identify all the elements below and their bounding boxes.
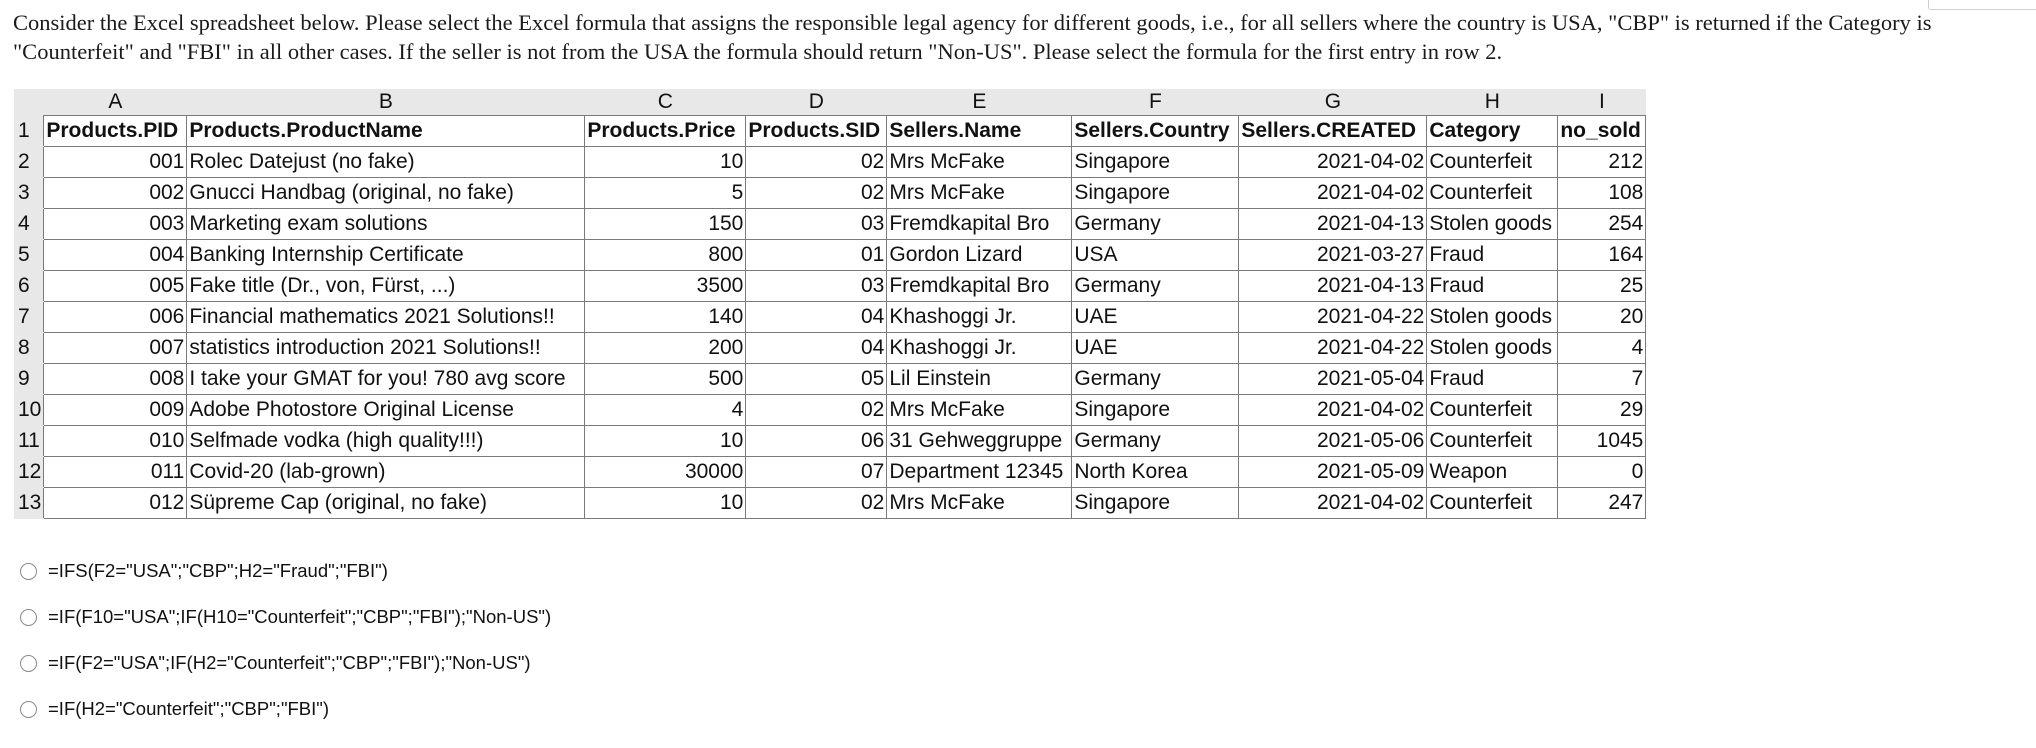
cell-product-name[interactable]: Gnucci Handbag (original, no fake) — [187, 178, 585, 209]
cell-category[interactable]: Counterfeit — [1427, 147, 1558, 178]
cell-pid[interactable]: 003 — [44, 209, 187, 240]
cell-seller-name[interactable]: Department 12345 — [887, 457, 1072, 488]
cell-product-name[interactable]: Financial mathematics 2021 Solutions!! — [187, 302, 585, 333]
cell-category[interactable]: Stolen goods — [1427, 209, 1558, 240]
radio-button[interactable] — [20, 655, 37, 672]
cell-category[interactable]: Fraud — [1427, 240, 1558, 271]
spreadsheet-table — [14, 89, 1646, 519]
sheet-corner — [14, 89, 44, 116]
cell-price[interactable]: 500 — [585, 364, 746, 395]
cell-created[interactable]: 2021-04-02 — [1239, 488, 1427, 519]
cell-sid[interactable]: 05 — [746, 364, 887, 395]
column-header-b: B — [187, 89, 585, 116]
cell-seller-country[interactable]: Germany — [1072, 271, 1239, 302]
cell-category[interactable]: Counterfeit — [1427, 488, 1558, 519]
cell-price[interactable]: 800 — [585, 240, 746, 271]
column-header-i: I — [1558, 89, 1646, 116]
row-number: 10 — [14, 395, 44, 426]
cell-pid[interactable]: 011 — [44, 457, 187, 488]
cell-seller-name[interactable]: Mrs McFake — [887, 395, 1072, 426]
cell-category[interactable]: Weapon — [1427, 457, 1558, 488]
row-number: 13 — [14, 488, 44, 519]
cell-no-sold[interactable]: 4 — [1558, 333, 1646, 364]
cell-pid[interactable]: 007 — [44, 333, 187, 364]
cell-seller-name[interactable]: Sellers.Name — [887, 116, 1072, 147]
cell-category[interactable]: Stolen goods — [1427, 302, 1558, 333]
row-number: 8 — [14, 333, 44, 364]
column-header-h: H — [1427, 89, 1558, 116]
cell-created[interactable]: 2021-04-22 — [1239, 302, 1427, 333]
cell-category[interactable]: Counterfeit — [1427, 395, 1558, 426]
cell-created[interactable]: 2021-04-13 — [1239, 271, 1427, 302]
row-number: 4 — [14, 209, 44, 240]
cell-price[interactable]: 10 — [585, 147, 746, 178]
cell-sid[interactable]: 02 — [746, 178, 887, 209]
table-row — [14, 333, 1646, 364]
table-row — [14, 426, 1646, 457]
table-row — [14, 488, 1646, 519]
cell-price[interactable]: 3500 — [585, 271, 746, 302]
cell-seller-country[interactable]: Germany — [1072, 426, 1239, 457]
radio-button[interactable] — [20, 609, 37, 626]
option-label: =IF(F10="USA";IF(H10="Counterfeit";"CBP";"FBI");"Non-US") — [48, 606, 552, 627]
cell-no-sold[interactable]: 108 — [1558, 178, 1646, 209]
field-header-row — [14, 116, 1646, 147]
cell-created[interactable]: 2021-04-02 — [1239, 178, 1427, 209]
cell-sid[interactable]: 02 — [746, 395, 887, 426]
cell-product-name[interactable]: Covid-20 (lab-grown) — [187, 457, 585, 488]
cell-category[interactable]: Stolen goods — [1427, 333, 1558, 364]
option-label: =IF(F2="USA";IF(H2="Counterfeit";"CBP";"FBI");"Non-US") — [48, 652, 531, 673]
table-row — [14, 178, 1646, 209]
cell-price[interactable]: 200 — [585, 333, 746, 364]
option-label: =IF(H2="Counterfeit";"CBP";"FBI") — [48, 698, 330, 719]
row-number: 11 — [14, 426, 44, 457]
cell-category[interactable]: Fraud — [1427, 271, 1558, 302]
cell-price[interactable]: 4 — [585, 395, 746, 426]
cell-seller-country[interactable]: North Korea — [1072, 457, 1239, 488]
cell-pid[interactable]: 005 — [44, 271, 187, 302]
column-header-e: E — [887, 89, 1072, 116]
cell-no-sold[interactable]: 1045 — [1558, 426, 1646, 457]
option-4[interactable] — [20, 686, 551, 732]
question-text: Consider the Excel spreadsheet below. Please select the Excel formula that assigns the responsible legal agency for different goods, i.e., for all sellers where the country is USA, "CBP" is returned if the Category is "Counterfeit" and "FBI" in all other cases. If the seller is not from the USA the formula should return "Non-US". Please select the formula for the first entry in row 2. — [13, 10, 1932, 64]
cell-no-sold[interactable]: 29 — [1558, 395, 1646, 426]
table-row — [14, 147, 1646, 178]
cell-sid[interactable]: 06 — [746, 426, 887, 457]
cell-price[interactable]: 5 — [585, 178, 746, 209]
cell-no-sold[interactable]: 254 — [1558, 209, 1646, 240]
cell-pid[interactable]: 012 — [44, 488, 187, 519]
cell-seller-name[interactable]: 31 Gehweggruppe — [887, 426, 1072, 457]
cell-product-name[interactable]: Fake title (Dr., von, Fürst, ...) — [187, 271, 585, 302]
row-number: 7 — [14, 302, 44, 333]
cell-product-name[interactable]: Marketing exam solutions — [187, 209, 585, 240]
row-number: 3 — [14, 178, 44, 209]
cell-created[interactable]: 2021-05-09 — [1239, 457, 1427, 488]
cell-created[interactable]: 2021-05-04 — [1239, 364, 1427, 395]
cell-price[interactable]: 140 — [585, 302, 746, 333]
radio-button[interactable] — [20, 563, 37, 580]
cell-category[interactable]: Fraud — [1427, 364, 1558, 395]
option-3[interactable] — [20, 640, 551, 686]
cell-no-sold[interactable]: 25 — [1558, 271, 1646, 302]
cell-price[interactable]: 10 — [585, 426, 746, 457]
cell-no-sold[interactable]: 20 — [1558, 302, 1646, 333]
table-row — [14, 302, 1646, 333]
cell-seller-country[interactable]: Singapore — [1072, 488, 1239, 519]
option-label: =IFS(F2="USA";"CBP";H2="Fraud";"FBI") — [48, 560, 388, 581]
cell-seller-country[interactable]: Singapore — [1072, 178, 1239, 209]
cell-product-name[interactable]: Selfmade vodka (high quality!!!) — [187, 426, 585, 457]
table-row — [14, 395, 1646, 426]
cell-no-sold[interactable]: 164 — [1558, 240, 1646, 271]
cell-seller-country[interactable]: Germany — [1072, 364, 1239, 395]
cell-no-sold[interactable]: 7 — [1558, 364, 1646, 395]
option-1[interactable] — [20, 548, 551, 594]
cell-pid[interactable]: 001 — [44, 147, 187, 178]
cell-seller-name[interactable]: Khashoggi Jr. — [887, 302, 1072, 333]
cell-seller-country[interactable]: UAE — [1072, 333, 1239, 364]
cell-pid[interactable]: 009 — [44, 395, 187, 426]
cell-created[interactable]: 2021-03-27 — [1239, 240, 1427, 271]
cell-created[interactable]: 2021-04-22 — [1239, 333, 1427, 364]
table-row — [14, 364, 1646, 395]
cell-seller-name[interactable]: Fremdkapital Bro — [887, 271, 1072, 302]
cell-pid[interactable]: 006 — [44, 302, 187, 333]
cell-sid[interactable]: 02 — [746, 488, 887, 519]
cell-sid[interactable]: 04 — [746, 302, 887, 333]
column-header-f: F — [1072, 89, 1239, 116]
cell-seller-country[interactable]: Sellers.Country — [1072, 116, 1239, 147]
cell-no-sold[interactable]: 0 — [1558, 457, 1646, 488]
cell-category[interactable]: Counterfeit — [1427, 426, 1558, 457]
table-row — [14, 457, 1646, 488]
cell-pid[interactable]: 010 — [44, 426, 187, 457]
table-row — [14, 271, 1646, 302]
cell-price[interactable]: Products.Price — [585, 116, 746, 147]
column-header-c: C — [585, 89, 746, 116]
cell-product-name[interactable]: Adobe Photostore Original License — [187, 395, 585, 426]
radio-button[interactable] — [20, 701, 37, 718]
cell-product-name[interactable]: Süpreme Cap (original, no fake) — [187, 488, 585, 519]
table-row — [14, 240, 1646, 271]
cell-no-sold[interactable]: 212 — [1558, 147, 1646, 178]
cell-sid[interactable]: 02 — [746, 147, 887, 178]
column-header-a: A — [44, 89, 187, 116]
row-number: 6 — [14, 271, 44, 302]
cell-price[interactable]: 30000 — [585, 457, 746, 488]
cell-sid[interactable]: 01 — [746, 240, 887, 271]
cell-pid[interactable]: 002 — [44, 178, 187, 209]
option-2[interactable] — [20, 594, 551, 640]
cell-seller-name[interactable]: Khashoggi Jr. — [887, 333, 1072, 364]
cell-price[interactable]: 10 — [585, 488, 746, 519]
cell-seller-name[interactable]: Gordon Lizard — [887, 240, 1072, 271]
cell-sid[interactable]: 04 — [746, 333, 887, 364]
column-header-row — [14, 89, 1646, 116]
cell-pid[interactable]: 004 — [44, 240, 187, 271]
row-number: 1 — [14, 116, 44, 147]
cell-sid[interactable]: 03 — [746, 271, 887, 302]
cell-pid[interactable]: 008 — [44, 364, 187, 395]
cell-price[interactable]: 150 — [585, 209, 746, 240]
cell-created[interactable]: 2021-04-02 — [1239, 147, 1427, 178]
row-number: 2 — [14, 147, 44, 178]
cell-category[interactable]: Category — [1427, 116, 1558, 147]
row-number: 9 — [14, 364, 44, 395]
table-row — [14, 209, 1646, 240]
answer-options — [20, 548, 551, 732]
cell-pid[interactable]: Products.PID — [44, 116, 187, 147]
cell-sid[interactable]: Products.SID — [746, 116, 887, 147]
cell-seller-country[interactable]: Germany — [1072, 209, 1239, 240]
cell-seller-country[interactable]: USA — [1072, 240, 1239, 271]
cell-created[interactable]: 2021-04-13 — [1239, 209, 1427, 240]
cell-seller-name[interactable]: Lil Einstein — [887, 364, 1072, 395]
cell-product-name[interactable]: statistics introduction 2021 Solutions!! — [187, 333, 585, 364]
cell-seller-country[interactable]: UAE — [1072, 302, 1239, 333]
cell-no-sold[interactable]: 247 — [1558, 488, 1646, 519]
cell-created[interactable]: 2021-05-06 — [1239, 426, 1427, 457]
cell-seller-country[interactable]: Singapore — [1072, 395, 1239, 426]
cell-seller-country[interactable]: Singapore — [1072, 147, 1239, 178]
column-header-g: G — [1239, 89, 1427, 116]
cell-seller-name[interactable]: Mrs McFake — [887, 147, 1072, 178]
row-number: 12 — [14, 457, 44, 488]
cell-created[interactable]: 2021-04-02 — [1239, 395, 1427, 426]
cell-sid[interactable]: 07 — [746, 457, 887, 488]
cell-product-name[interactable]: Banking Internship Certificate — [187, 240, 585, 271]
cell-product-name[interactable]: Rolec Datejust (no fake) — [187, 147, 585, 178]
cell-seller-name[interactable]: Fremdkapital Bro — [887, 209, 1072, 240]
row-number: 5 — [14, 240, 44, 271]
cell-seller-name[interactable]: Mrs McFake — [887, 178, 1072, 209]
cell-no-sold[interactable]: no_sold — [1558, 116, 1646, 147]
cell-product-name[interactable]: I take your GMAT for you! 780 avg score — [187, 364, 585, 395]
cell-sid[interactable]: 03 — [746, 209, 887, 240]
cell-seller-name[interactable]: Mrs McFake — [887, 488, 1072, 519]
cell-product-name[interactable]: Products.ProductName — [187, 116, 585, 147]
cell-created[interactable]: Sellers.CREATED — [1239, 116, 1427, 147]
cell-category[interactable]: Counterfeit — [1427, 178, 1558, 209]
column-header-d: D — [746, 89, 887, 116]
